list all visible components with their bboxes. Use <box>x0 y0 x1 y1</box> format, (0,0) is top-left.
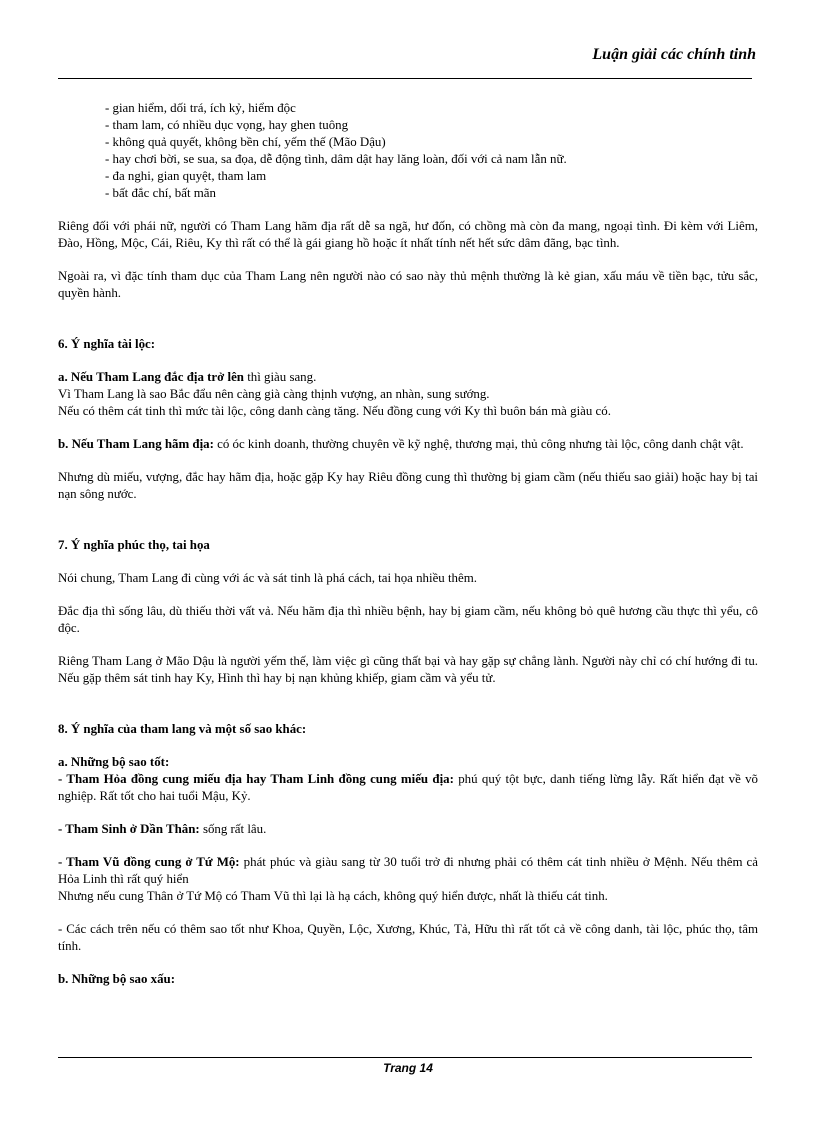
item-a-label: a. Nếu Tham Lang đắc địa trở lên <box>58 370 244 384</box>
list-item: - không quả quyết, không bền chí, yếm thế (Mão Dậu) <box>105 135 386 149</box>
header-divider <box>58 78 752 79</box>
item-3-line-2: Nhưng nếu cung Thân ở Tứ Mộ có Tham Vũ thì lại là hạ cách, không quý hiển được, nhất là thiếu cát tinh. <box>58 889 608 903</box>
section-8-item-3 <box>58 854 758 905</box>
section-8-item-2 <box>58 821 758 838</box>
section-7-paragraph-1: Nói chung, Tham Lang đi cùng với ác và sát tinh là phá cách, tai họa nhiều thêm. <box>58 571 477 585</box>
footer-divider <box>58 1057 752 1058</box>
item-1-text: phú quý tột bực, danh tiếng lừng lẫy. Rất hiển đạt về võ nghiệp. Rất tốt cho hai tuổi Mậu, Kỷ. <box>58 772 758 803</box>
section-6-item-a <box>58 369 758 420</box>
section-8-item-4: - Các cách trên nếu có thêm sao tốt như Khoa, Quyền, Lộc, Xương, Khúc, Tả, Hữu thì rất tốt cả về công danh, tài lộc, phúc thọ, tâm tính. <box>58 922 758 953</box>
item-a-line-2: Vì Tham Lang là sao Bắc đẩu nên càng già càng thịnh vượng, an nhàn, sung sướng. <box>58 387 490 401</box>
section-6-title: 6. Ý nghĩa tài lộc: <box>58 337 156 351</box>
list-item: - gian hiểm, dối trá, ích kỷ, hiểm độc <box>105 101 296 115</box>
item-1-label: - Tham Hỏa đồng cung miếu địa hay Tham Linh đồng cung miếu địa: <box>58 772 454 786</box>
page-number: Trang 14 <box>383 1061 433 1075</box>
item-b-label: b. Nếu Tham Lang hãm địa: <box>58 437 214 451</box>
item-a-text: thì giàu sang. <box>243 370 317 384</box>
list-item: - bất đắc chí, bất mãn <box>105 186 216 200</box>
paragraph-female: Riêng đối với phái nữ, người có Tham Lang hãm địa rất dễ sa ngã, hư đốn, có chồng mà còn đa mang, ngoại tình. Đi kèm với Liêm, Đào, Hồng, Mộc, Cái, Riêu, Ky thì rất có thể là gái giang hồ hoặc ít nhất tính nết hết sức dâm đãng, bạc tình. <box>58 219 758 250</box>
item-2-text: sống rất lâu. <box>199 822 267 836</box>
list-item: - đa nghi, gian quyệt, tham lam <box>105 169 267 183</box>
item-b-text: có óc kinh doanh, thường chuyên về kỹ nghệ, thương mại, thủ công nhưng tài lộc, công danh chật vật. <box>213 437 744 451</box>
item-2-label: - Tham Sinh ở Dần Thân: <box>58 822 200 836</box>
section-6-item-b <box>58 436 758 453</box>
section-8-item-1 <box>58 754 758 805</box>
item-a-line-3: Nếu có thêm cát tinh thì mức tài lộc, công danh càng tăng. Nếu đồng cung với Ky thì buôn bán mà giàu có. <box>58 404 611 418</box>
page-header-title: Luận giải các chính tinh <box>592 46 756 63</box>
trait-list <box>105 100 758 202</box>
good-stars-title: a. Những bộ sao tốt: <box>58 755 170 769</box>
item-3-label: - Tham Vũ đồng cung ở Tứ Mộ: <box>58 855 240 869</box>
section-7-paragraph-3: Riêng Tham Lang ở Mão Dậu là người yếm thế, làm việc gì cũng thất bại và hay gặp sự chẳng lành. Người này chỉ có chí hướng đi tu. Nếu gặp thêm sát tinh hay Ky, Hình thì hay bị nạn khủng khiếp, giam cầm và yểu tử. <box>58 654 758 685</box>
bad-stars-title: b. Những bộ sao xấu: <box>58 972 175 986</box>
list-item: - hay chơi bời, se sua, sa đọa, dễ động tình, dâm dật hay lăng loàn, đối với cả nam lẫn nữ. <box>105 152 567 166</box>
section-7-paragraph-2: Đắc địa thì sống lâu, dù thiếu thời vất vả. Nếu hãm địa thì nhiều bệnh, hay bị giam cầm, nếu không bỏ quê hương cầu thực thì yểu, cô độc. <box>58 604 758 635</box>
section-6-paragraph: Nhưng dù miếu, vượng, đắc hay hãm địa, hoặc gặp Ky hay Riêu đồng cung thì thường bị giam cầm (nếu thiếu sao giải) hoặc hay bị tai nạn sông nước. <box>58 470 758 501</box>
section-8-title: 8. Ý nghĩa của tham lang và một số sao khác: <box>58 722 307 736</box>
item-3-text: phát phúc và giàu sang từ 30 tuổi trở đi nhưng phải có thêm cát tinh nhiều ở Mệnh. Nếu thêm cả Hỏa Linh thì rất quý hiển <box>58 855 758 886</box>
paragraph-greed: Ngoài ra, vì đặc tính tham dục của Tham Lang nên người nào có sao này thủ mệnh thường là kẻ gian, xấu máu về tiền bạc, tửu sắc, quyền hành. <box>58 269 758 300</box>
document-body <box>58 100 758 1004</box>
section-7-title: 7. Ý nghĩa phúc thọ, tai họa <box>58 538 210 552</box>
list-item: - tham lam, có nhiều dục vọng, hay ghen tuông <box>105 118 349 132</box>
